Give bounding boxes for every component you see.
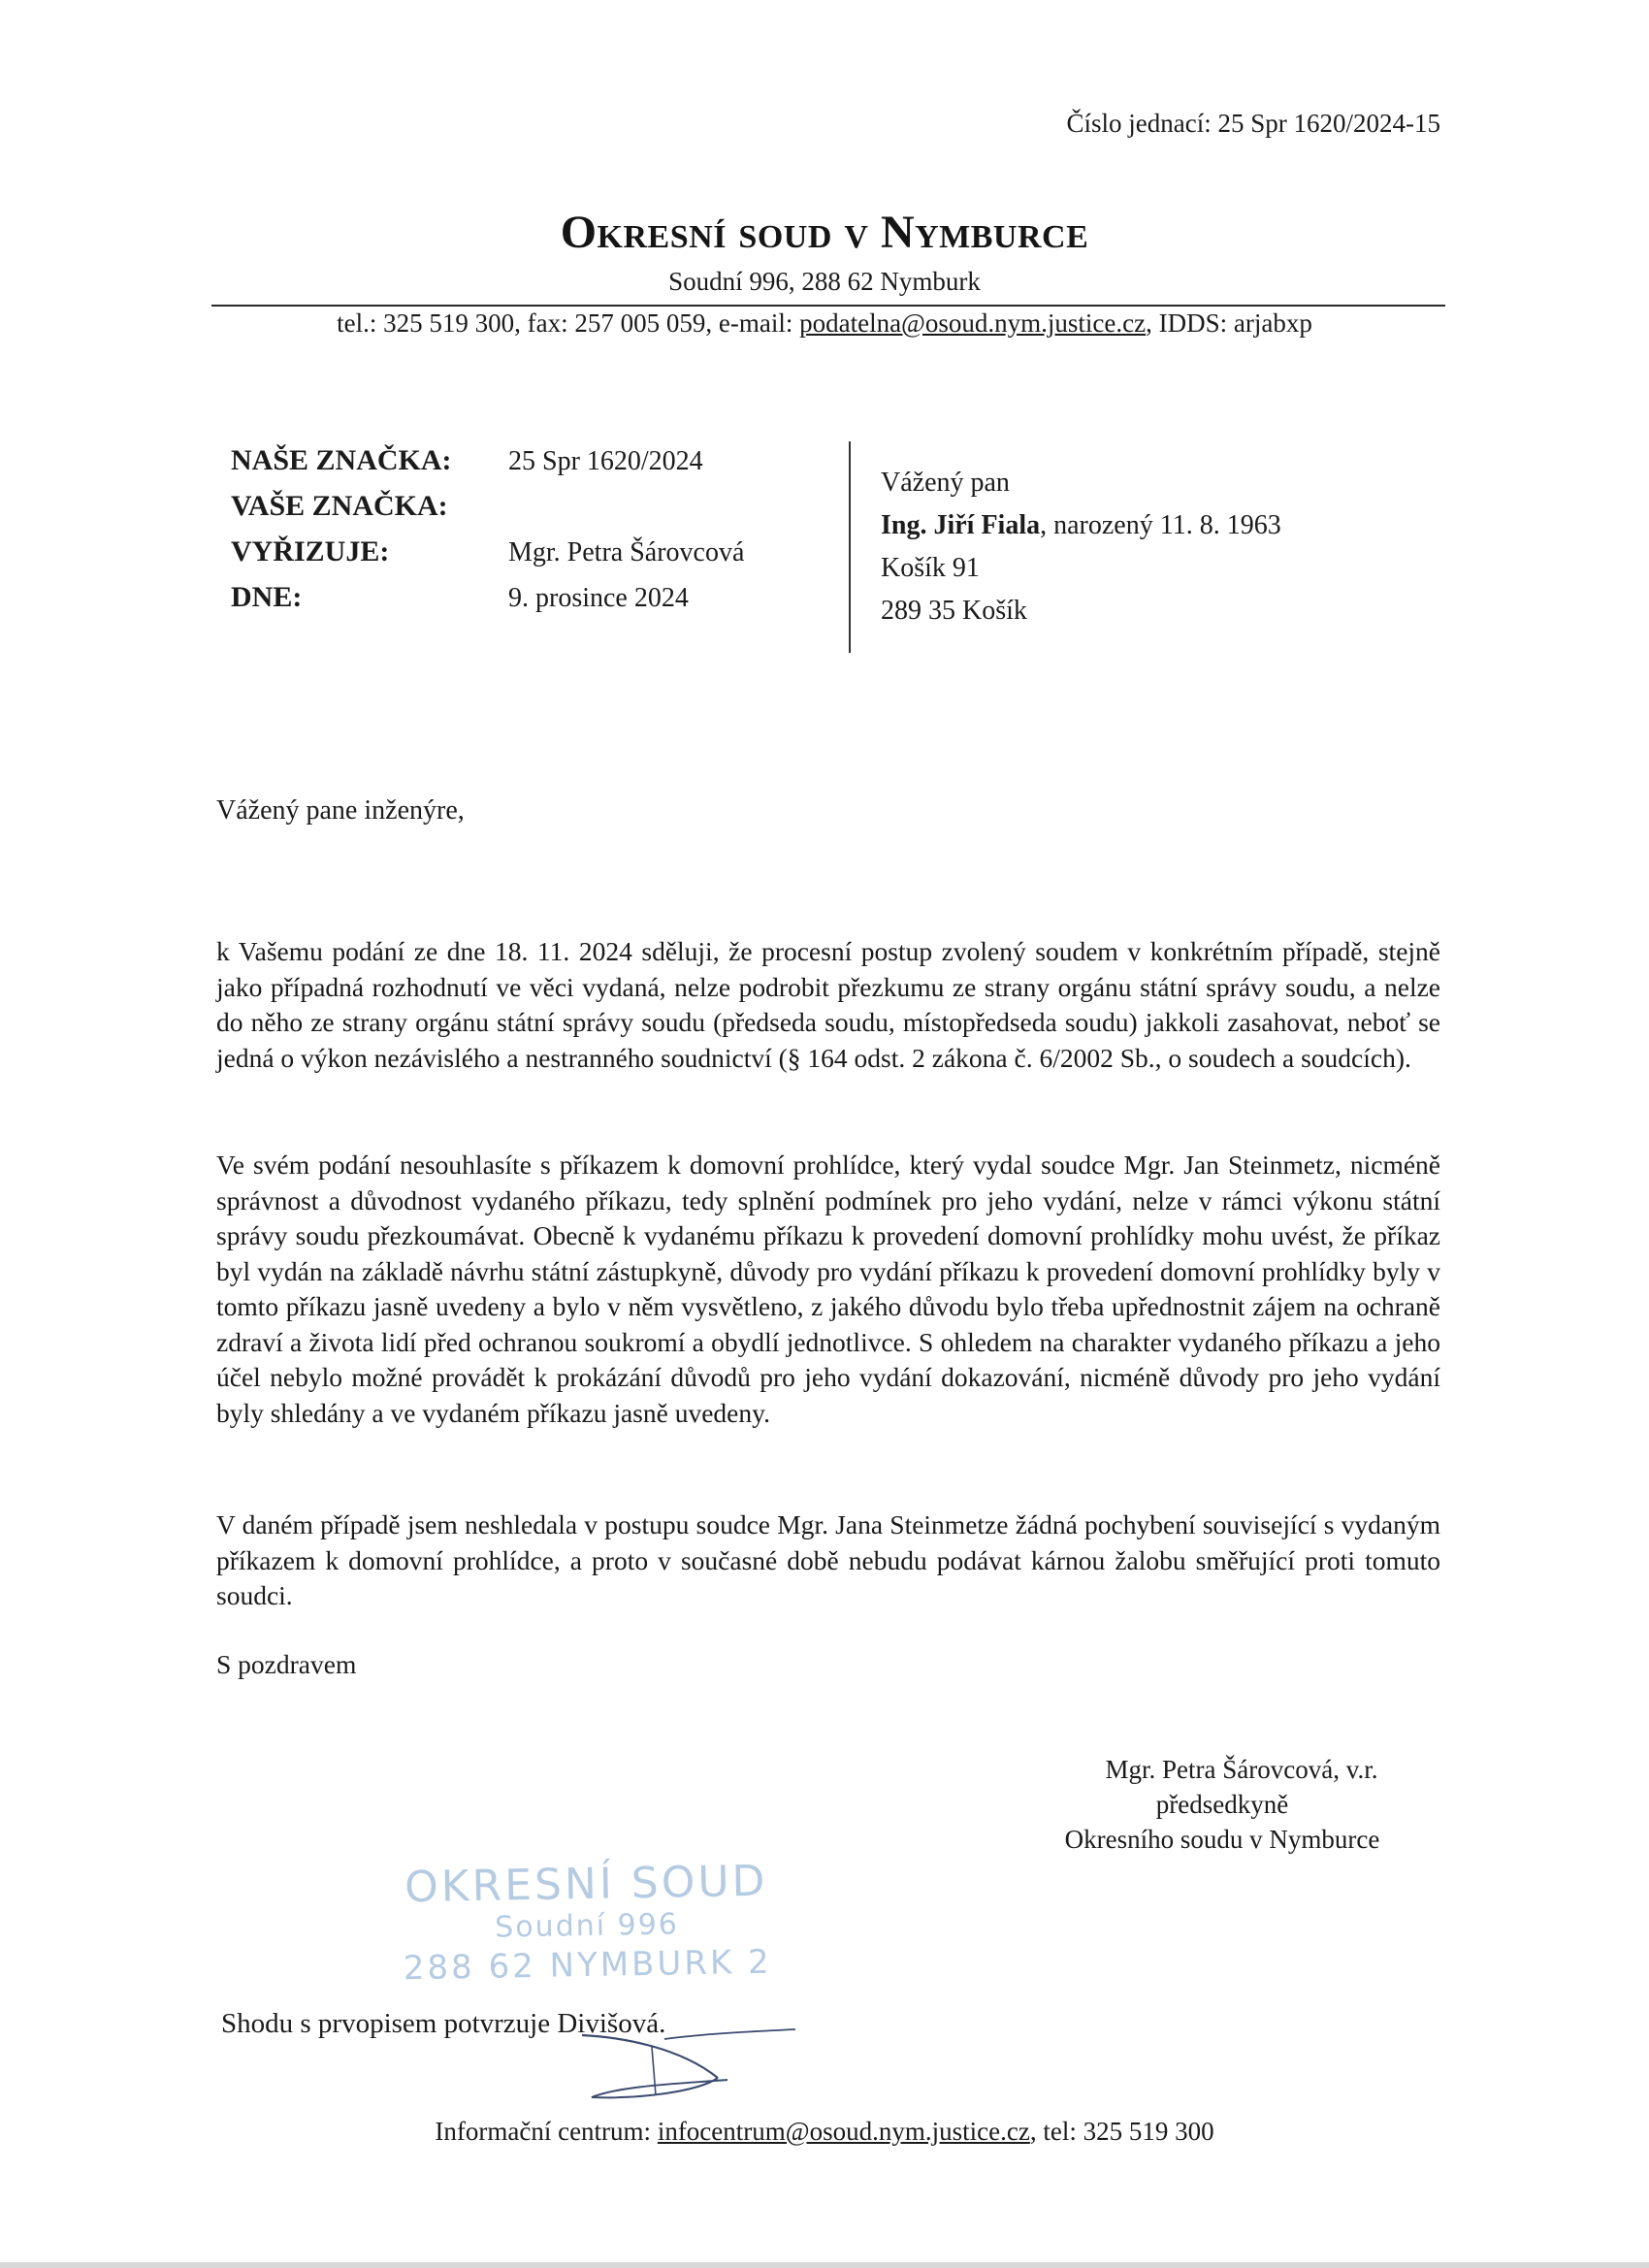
- court-stamp: [382, 1856, 792, 1989]
- signature-block: [999, 1752, 1445, 1857]
- handwritten-signature-icon: [563, 2027, 815, 2105]
- recipient-address: [881, 462, 1281, 632]
- recipient-name-line: [881, 504, 1281, 547]
- court-title: Okresní soud v Nymburce: [560, 207, 1089, 258]
- meta-value: Mgr. Petra Šárovcová: [508, 537, 745, 567]
- body-paragraph-1: k Vašemu podání ze dne 18. 11. 2024 sděluji, že procesní postup zvolený soudem v konkrétním případě, stejně jako případná rozhodnutí ve věci vydaná, nelze podrobit přezkumu ze strany orgánu státní správy soudu, a nelze do něho ze strany orgánu státní správy soudu (předseda soudu, místopředseda soudu) jakkoli zasahovat, neboť se jedná o výkon nezávislého a nestranného soudnictví (§ 164 odst. 2 zákona č. 6/2002 Sb., o soudech a soudcích).: [216, 936, 1440, 1073]
- meta-label: DNE:: [231, 581, 303, 613]
- stamp-line-2: Soudní 996: [494, 1907, 680, 1945]
- footer-info-center: [0, 2117, 1649, 2147]
- contact-phone-fax: tel.: 325 519 300, fax: 257 005 059, e-mail:: [337, 308, 800, 338]
- body-paragraph-2: Ve svém podání nesouhlasíte s příkazem k domovní prohlídce, který vydal soudce Mgr. Jan Steinmetz, nicméně správnost a důvodnost vydaného příkazu, tedy splnění podmínek pro jeho vydání, nelze v rámci výkonu státní správy soudu přezkoumávat. Obecně k vydanému příkazu k provedení domovní prohlídky mohu uvést, že příkaz byl vydán na základě návrhu státní zástupkyně, důvody pro vydání příkazu k provedení domovní prohlídky byly v tomto příkazu jasně uvedeny a bylo v něm vysvětleno, z jakého důvodu bylo třeba upřednostnit zájem na ochraně zdraví a života lidí před ochranou soukromí a obydlí jednotlivce. S ohledem na charakter vydaného příkazu a jeho účel nebylo možné provádět k prokázání důvodů pro jeho vydání dokazování, nicméně důvody pro jeho vydání byly shledány a ve vydaném příkazu jasně uvedeny.: [216, 1150, 1440, 1428]
- letter-closing: S pozdravem: [216, 1649, 357, 1679]
- recipient-name: Ing. Jiří Fiala: [881, 510, 1041, 540]
- signatory-organization: Okresního soudu v Nymburce: [1064, 1825, 1380, 1854]
- signatory-name: Mgr. Petra Šárovcová, v.r.: [1105, 1755, 1378, 1784]
- reference-number: Číslo jednací: 25 Spr 1620/2024-15: [1066, 109, 1440, 138]
- signatory-role: předsedkyně: [1155, 1790, 1289, 1819]
- address-divider: [849, 441, 851, 653]
- letter-greeting: Vážený pane inženýre,: [216, 795, 465, 826]
- stamp-line-1: OKRESNÍ SOUD: [404, 1856, 768, 1913]
- header-divider: [211, 305, 1445, 307]
- meta-row-handled-by: [231, 535, 744, 581]
- recipient-city: 289 35 Košík: [881, 596, 1027, 626]
- body-paragraph-3: V daném případě jsem neshledala v postupu soudce Mgr. Jana Steinmetze žádná pochybení související s vydaným příkazem k domovní prohlídce, a proto v současné době nebudu podávat kárnou žalobu směřující proti tomuto soudci.: [216, 1509, 1440, 1610]
- stamp-line-3: 288 62 NYMBURK 2: [403, 1942, 773, 1989]
- court-address: Soudní 996, 288 62 Nymburk: [668, 267, 981, 296]
- meta-row-our-ref: [231, 444, 744, 490]
- meta-value: 25 Spr 1620/2024: [508, 446, 703, 476]
- reference-block: [231, 444, 744, 627]
- footer-email-link[interactable]: infocentrum@osoud.nym.justice.cz: [657, 2117, 1030, 2146]
- meta-value: 9. prosince 2024: [508, 583, 689, 613]
- scan-bottom-edge: [0, 2262, 1649, 2268]
- recipient-birth: , narozený 11. 8. 1963: [1040, 510, 1281, 540]
- meta-row-your-ref: [231, 490, 744, 535]
- contact-idds: , IDDS: arjabxp: [1146, 308, 1312, 338]
- footer-label: Informační centrum:: [435, 2117, 658, 2146]
- meta-label: NAŠE ZNAČKA:: [231, 444, 452, 476]
- recipient-salutation: Vážený pan: [881, 468, 1010, 498]
- recipient-street: Košík 91: [881, 553, 980, 583]
- meta-row-date: [231, 581, 744, 627]
- contact-email-link[interactable]: podatelna@osoud.nym.justice.cz: [799, 308, 1147, 338]
- meta-label: VAŠE ZNAČKA:: [231, 490, 448, 522]
- footer-phone: , tel: 325 519 300: [1029, 2117, 1214, 2146]
- court-contact-line: [0, 308, 1649, 339]
- copy-certification-note: Shodu s prvopisem potvrzuje Divišová.: [221, 2008, 666, 2039]
- meta-label: VYŘIZUJE:: [231, 535, 390, 567]
